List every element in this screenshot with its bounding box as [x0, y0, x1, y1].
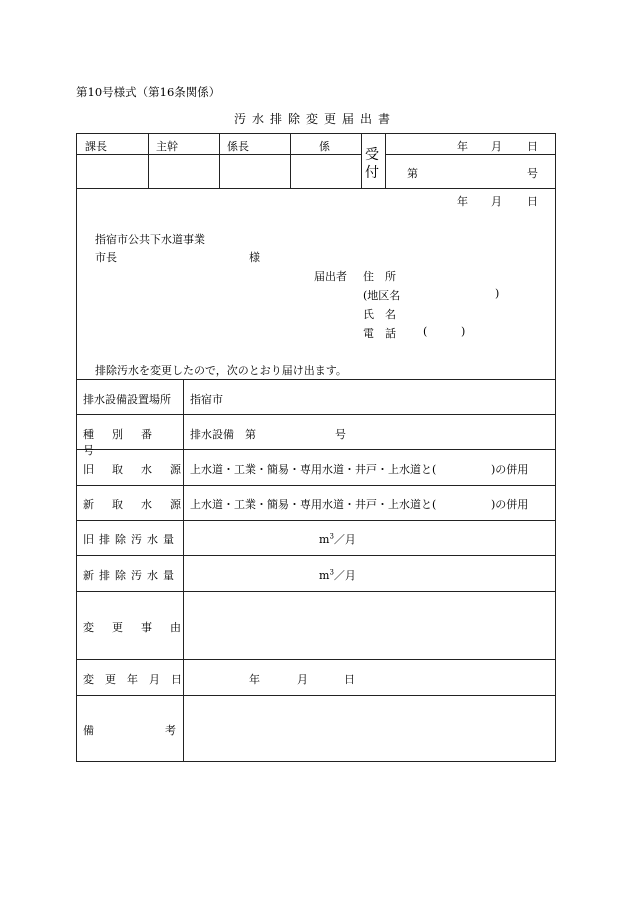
phone-label: 電 話	[363, 327, 396, 340]
unit-rest: ／月	[333, 533, 356, 546]
stamp-label: 係長	[227, 140, 249, 153]
stamp-kakari: 係	[319, 140, 330, 153]
receipt-label-1: 受	[365, 147, 379, 163]
receipt-date-day: 日	[527, 140, 538, 153]
receipt-number-prefix: 第	[407, 167, 418, 180]
receipt-date-month: 月	[491, 140, 502, 153]
stamp-label: 主幹	[156, 140, 178, 153]
stamp-label: 課長	[85, 140, 107, 153]
old-source-suffix: )の併用	[491, 463, 529, 476]
submit-date-year: 年	[457, 195, 468, 208]
location-label: 排水設備設置場所	[83, 393, 171, 406]
type-number-label	[83, 426, 177, 458]
addressee-title: 市長	[95, 251, 117, 264]
unit-base: m	[319, 533, 330, 546]
change-date-year: 年	[249, 673, 260, 686]
stamp-shukan	[156, 138, 211, 154]
receipt-label-2: 付	[365, 165, 379, 181]
form-caption: 第10号様式（第16条関係）	[76, 85, 221, 99]
receipt-date-year: 年	[457, 140, 468, 153]
reason-label: 変更事由	[83, 621, 199, 634]
unit-sup: 3	[329, 568, 334, 577]
new-source-suffix: )の併用	[491, 498, 529, 511]
new-volume-unit	[319, 567, 356, 583]
stamp-kacho	[85, 138, 137, 154]
stamp-kakaricho	[227, 138, 282, 154]
statement: 排除汚水を変更したので，次のとおり届け出ます。	[95, 364, 347, 377]
type-number-label-text: 種別番号	[83, 428, 170, 457]
form-frame	[76, 133, 556, 762]
old-volume-unit	[319, 531, 356, 547]
addressee-org: 指宿市公共下水道事業	[95, 233, 205, 246]
old-source-label: 旧取水源	[83, 463, 199, 476]
remarks-label-2: 考	[165, 724, 176, 737]
form-title: 汚水排除変更届出書	[233, 112, 396, 126]
unit-sup: 3	[329, 532, 334, 541]
new-source-label: 新取水源	[83, 498, 199, 511]
applicant-label: 届出者	[314, 270, 347, 283]
unit-base: m	[319, 569, 330, 582]
name-label: 氏 名	[363, 308, 396, 321]
submit-date-month: 月	[491, 195, 502, 208]
district-label: (地区名	[363, 289, 401, 302]
change-date-label: 変更年月日	[83, 673, 193, 686]
phone-paren-close: )	[461, 325, 466, 338]
old-source-value: 上水道・工業・簡易・専用水道・井戸・上水道と(	[190, 463, 437, 476]
type-number-prefix: 排水設備 第	[190, 428, 256, 441]
district-close: )	[495, 287, 500, 300]
old-volume-label: 旧排除汚水量	[83, 533, 179, 546]
remarks-label-1: 備	[83, 724, 94, 737]
receipt-number-suffix: 号	[527, 167, 538, 180]
submit-date-day: 日	[527, 195, 538, 208]
address-label: 住 所	[363, 270, 396, 283]
change-date-month: 月	[297, 673, 308, 686]
unit-rest: ／月	[333, 569, 356, 582]
new-volume-label: 新排除汚水量	[83, 569, 179, 582]
change-date-day: 日	[344, 673, 355, 686]
honorific: 様	[249, 251, 260, 264]
new-source-value: 上水道・工業・簡易・専用水道・井戸・上水道と(	[190, 498, 437, 511]
phone-paren-open: (	[423, 325, 428, 338]
type-number-suffix: 号	[335, 428, 346, 441]
location-value: 指宿市	[190, 393, 223, 406]
